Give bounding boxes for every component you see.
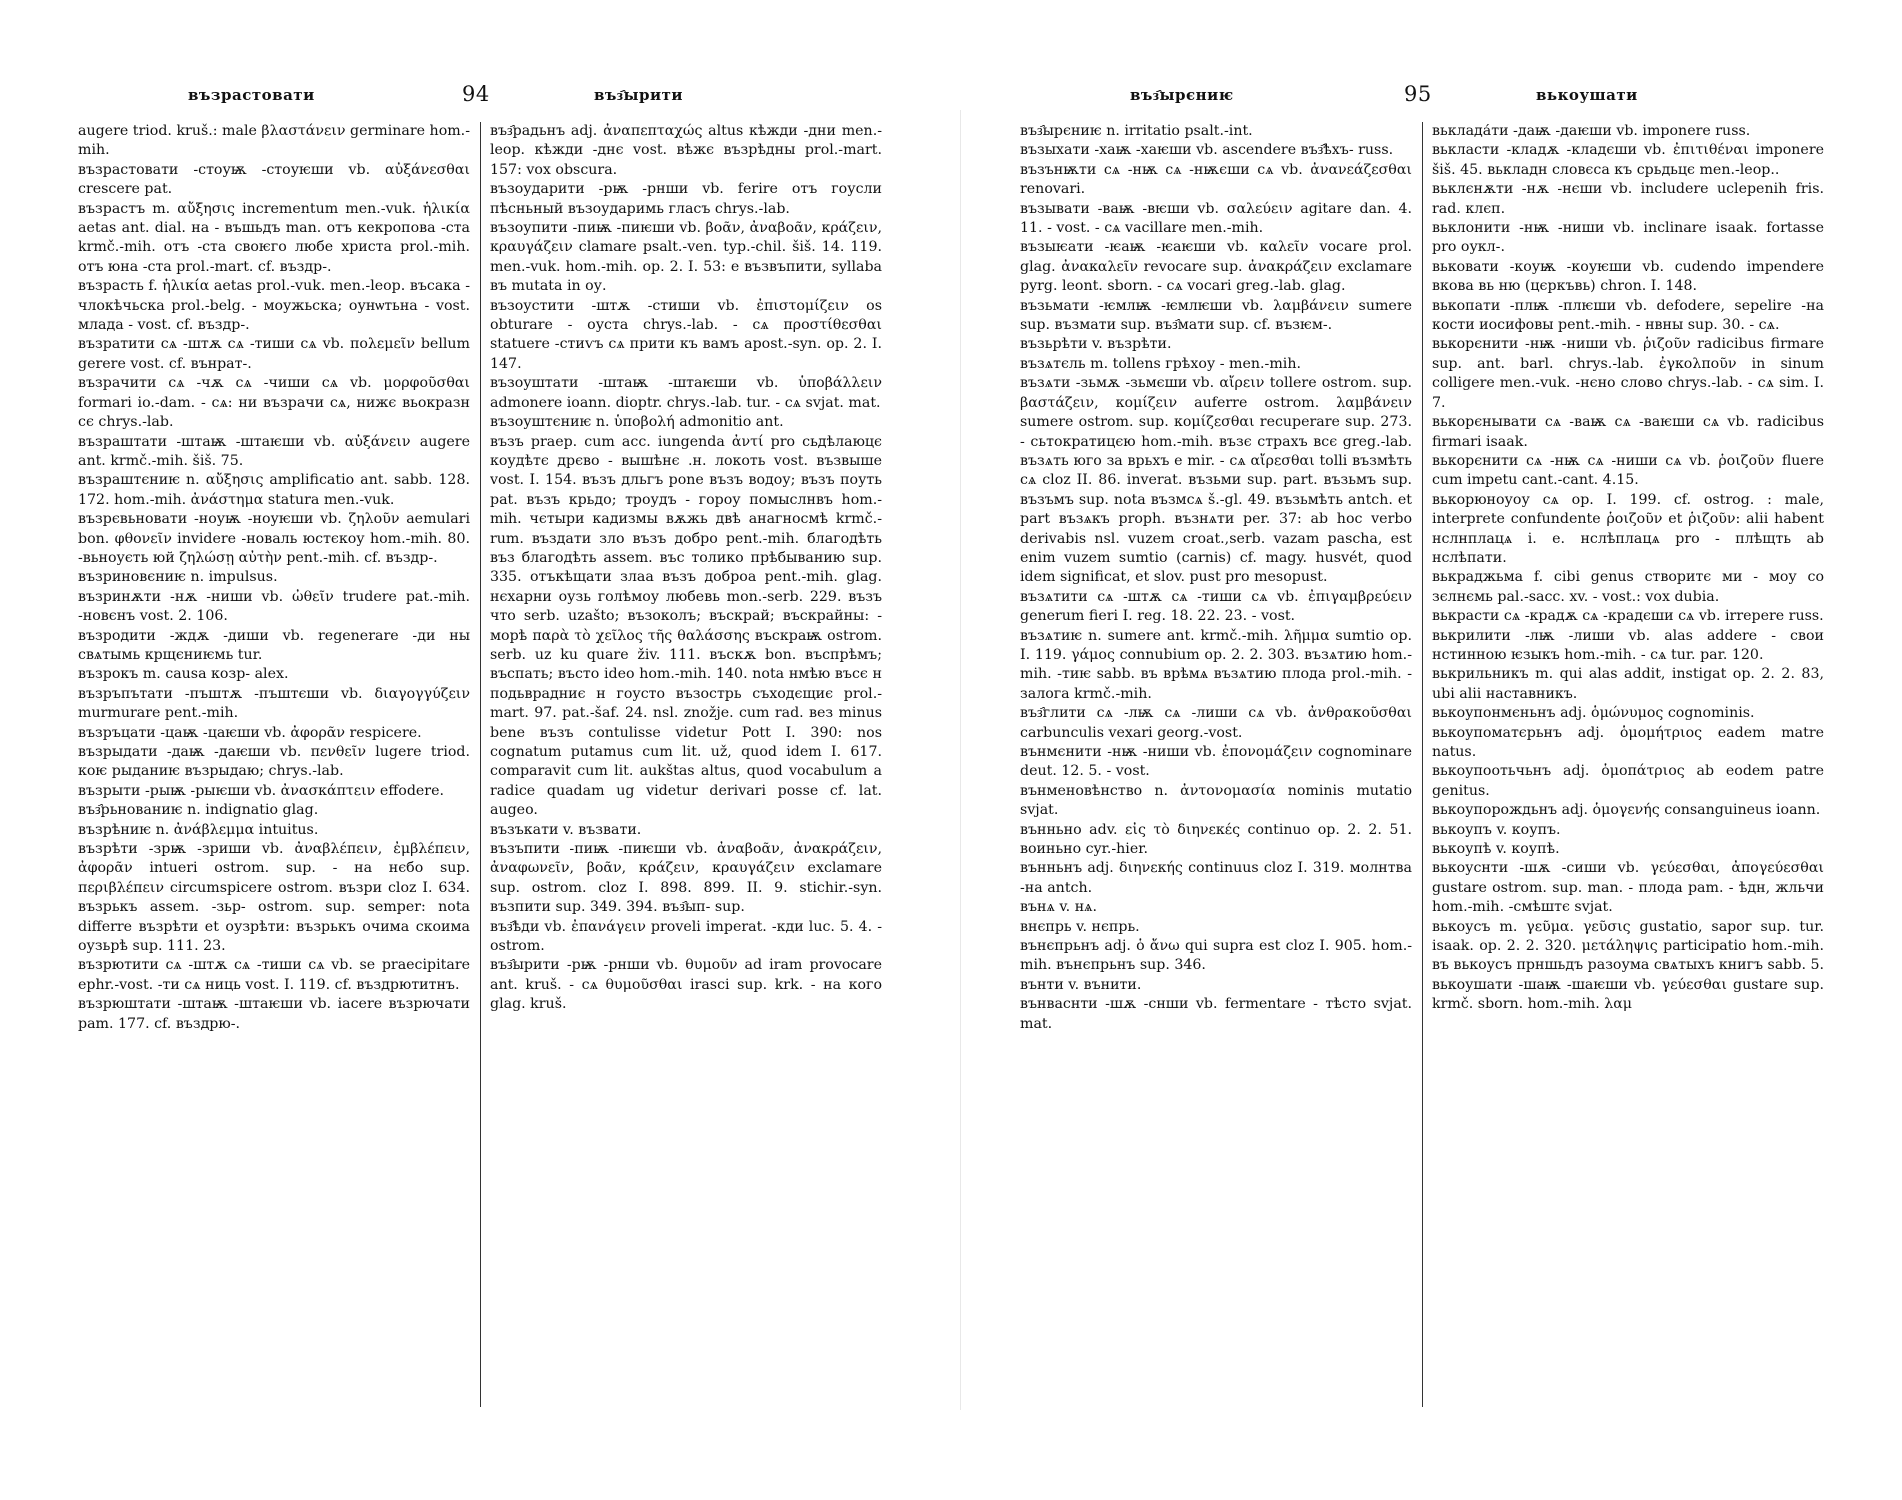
dictionary-entry: въз҄глити сѧ -лѭ сѧ -лиши сѧ vb. ἀνθρακοῦσθαι carbunculis vexari georg.-vost. [1020, 705, 1412, 741]
dictionary-entry: възъкати v. възвати. [490, 821, 642, 838]
dictionary-entry: вьклонити -нѭ -ниши vb. inclinare isaak. fortasse pro оукл-. [1432, 220, 1824, 256]
dictionary-entry: вьклєнѫти -нѫ -нєши vb. includere uclepenih fris. rad. клєп. [1432, 181, 1824, 217]
dictionary-entry: възѧтєль m. tollens грѣхоу - men.-mih. [1020, 355, 1301, 372]
dictionary-entry: възыѥати -ѥаѭ -ѥаѥши vb. καλεῖν vocare prol. glag. ἀνακαλεῖν revocare sup. ἀνακράζειν exclamare pyrg. leont. sborn. - сѧ vocari greg.-lab. glag. [1020, 239, 1412, 295]
dictionary-entry: възръпътати -пъштѫ -пъштєши vb. διαγογγύζειν murmurare pent.-mih. [78, 685, 470, 722]
dictionary-entry: възънѭти сѧ -нѭ сѧ -нѭєши сѧ vb. ἀνανεάζεσθαι renovari. [1020, 161, 1412, 198]
dictionary-entry: вьковати -коуѭ -коуѥши vb. cudendo impendere вкова вь ню (цєркъвь) chron. I. 148. [1432, 258, 1824, 295]
dictionary-entry: възрютити сѧ -штѫ сѧ -тиши сѧ vb. se praecipitare ephr.-vost. -ти сѧ ниць vost. I. 119. cf. въздрютитнъ. [78, 957, 470, 993]
page-number: 95 [1404, 82, 1432, 106]
dictionary-entry: възрачити сѧ -чѫ сѧ -чиши сѧ vb. μορφοῦσθαι formari io.-dam. - сѧ: ни възрачи сѧ, нижє вьокразн сє chrys.-lab. [78, 375, 470, 431]
dictionary-entry: вънмєнити -нѭ -ниши vb. ἐπονομάζειν cognominare deut. 12. 5. - vost. [1020, 744, 1412, 780]
dictionary-entry: вънєпрьнъ adj. ὁ ἄνω qui supra est cloz I. 905. hom.-mih. вънєпрьнъ sup. 346. [1020, 938, 1412, 974]
dictionary-entry: възратити сѧ -штѫ сѧ -тиши сѧ vb. πολεμεῖν bellum gerere vost. cf. вънрат-. [78, 336, 470, 372]
dictionary-entry: вькопати -плѭ -плѥши vb. defodere, sepelire -на кости иосифовы pent.-mih. - нвны sup. 30. - сѧ. [1432, 297, 1824, 334]
left-page-column-2 [490, 122, 882, 1422]
left-page [78, 0, 898, 1500]
right-page [1020, 0, 1840, 1500]
dictionary-entry: вькоупѣ v. коупѣ. [1432, 841, 1560, 858]
dictionary-entry: възрастовати -стоуѭ -стоуѥши vb. αὐξάνεσθαι crescere pat. [78, 161, 470, 198]
dictionary-entry: вькоупоотьчьнъ adj. ὁμοπάτριος ab eodem patre genitus. [1432, 763, 1824, 799]
dictionary-entry: възрєвьновати -ноуѭ -ноуѥши vb. ζηλοῦν aemulari bon. φθονεῖν invidere -новаль юстєкоу hom.-mih. 80. -вьноуєть юй ζηλώσῃ αὐτὴν pent.-mih. cf. въздр-. [78, 511, 470, 566]
dictionary-entry: вънваснти -шѫ -снши vb. fermentare - тѣсто svjat. mat. [1020, 996, 1412, 1032]
dictionary-entry: възродити -ждѫ -диши vb. regenerare -ди ны свѧтымь крщєниѥмь tur. [78, 627, 470, 663]
dictionary-entry: възоупити -пиѭ -пиѥши vb. βοᾶν, ἀναβοᾶν, κράζειν, κραυγάζειν clamare psalt.-ven. typ.-chil. šiš. 14. 119. men.-vuk. hom.-mih. op. 2. I. 53: е възвъпити, syllaba въ mutata in оу. [490, 220, 882, 295]
dictionary-entry: augere triod. kruš.: male βλαστάνειν germinare hom.-mih. [78, 123, 470, 159]
dictionary-entry: възрюштати -штаѭ -штаѥши vb. iacere възрючати pam. 177. cf. въздрю-. [78, 996, 470, 1032]
dictionary-entry: въз҄ырити -рѭ -рнши vb. θυμοῦν ad iram provocare ant. kruš. - сѧ θυμοῦσθαι irasci sup. krk. - на кого glag. kruš. [490, 957, 882, 1013]
dictionary-entry: възрѣти -зрѭ -зриши vb. ἀναβλέπειν, ἐμβλέπειν, ἀφορᾶν intueri ostrom. sup. - на нєбо sup. περιβλέπειν circumspicere ostrom. възри cloz I. 634. възрькъ assem. -зьр- ostrom. sup. semper: nota differre възрѣти et оузрѣти: възрькъ очима скоима оузьрѣ sup. 111. 23. [78, 841, 470, 955]
header-first-word: възрастовати [188, 86, 315, 104]
dictionary-entry: вънньнъ adj. διηνεκής continuus cloz I. 319. молнтва -на antch. [1020, 860, 1412, 896]
right-page-column-2 [1432, 122, 1824, 1422]
dictionary-entry: възыхати -хаѭ -хаѥши vb. ascendere въз҄ѣхъ- russ. [1020, 142, 1394, 159]
dictionary-entry: възьмати -ѥмлѭ -ѥмлѥши vb. λαμβάνειν sumere sup. възмати sup. въз҄мати sup. cf. възѥм-. [1020, 297, 1412, 334]
dictionary-entry: възръцати -цаѭ -цаѥши vb. ἀφορᾶν respicere. [78, 724, 422, 741]
right-page-columns [1020, 122, 1840, 1422]
dictionary-entry: възрыдати -даѭ -даѥши vb. πενθεῖν lugere triod. коѥ рыданиѥ възрыдаю; chrys.-lab. [78, 744, 470, 780]
dictionary-entry: въз҄радьнъ adj. ἀναπεπταχώς altus кѣжди -дни men.-leop. кѣжди -днє vost. вѣжє възрѣдны prol.-mart. 157: vox obscura. [490, 123, 882, 178]
dictionary-entry: възрыти -рыѭ -рыѥши vb. ἀνασκάπτειν effodere. [78, 782, 445, 799]
dictionary-entry: възоударити -рѭ -рнши vb. ferire отъ гоусли пѣсньный възоударимь гласъ chrys.-lab. [490, 181, 882, 217]
dictionary-entry: вькорюноуоу сѧ op. I. 199. cf. ostrog. : male, interprete confundente ῥοιζοῦν et ῥιζοῦν: alii habent нслнплацѧ i. e. нслѣплацѧ pro - плѣщть ab нслѣпати. [1432, 491, 1824, 566]
dictionary-entry: възьрѣти v. възрѣти. [1020, 336, 1172, 353]
dictionary-entry: възринѫти -нѫ -ниши vb. ὠθεῖν trudere pat.-mih. -новєнъ vost. 2. 106. [78, 588, 470, 625]
column-rule [1422, 122, 1423, 1407]
right-page-column-1 [1020, 122, 1412, 1422]
dictionary-entry: възъ praep. cum acc. iungenda ἀντί pro сьдѣлаюцє коудѣтє дрєво - вышѣнє .н. локоть vost. възвыше vost. I. 154. възъ дльгъ pone възъ водоу; възъ поуть pat. възъ крьдо; троудъ - гороу помыслнвъ hom.-mih. чєтыри кадизмы вѫжь двѣ анагносмѣ krmč.-rum. въздати зло възъ добро pent.-mih. благодѣть въз благодѣть assem. въс толико прѣбыванию sup. 335. отъкѣщати злаа възъ доброа pent.-mih. glag. нєхарни оузь голѣмоу любевь mon.-serb. 229. възъ что serb. uzašto; възоколъ; въскрай; въскрайны: - морѣ παρὰ τὸ χεῖλος τῆς θαλάσσης въскраѭ ostrom. serb. uz ku quare živ. 111. въскѫ bon. въспрѣмъ; въспать; въсто ideo hom.-mih. 140. nota нмѣю въсє н подьврадниє н гоусто възострь съходєщиє prol.-mart. 97. pat.-šaf. 24. nsl. znožje. cum rad. вез minus bene възъ contulisse videtur Pott I. 390: nos cognatum putamus cum lit. už, quod idem I. 617. comparavit cum lit. aukštas altus, quod vocabulum a radice quadam ug videtur derivari posse cf. lat. augeo. [490, 433, 882, 819]
running-head-left-page [78, 82, 898, 112]
dictionary-entry: възывати -ваѭ -вѥши vb. σαλεύειν agitare dan. 4. 11. - vost. - сѧ vacillare men.-mih. [1020, 200, 1412, 237]
page-number: 94 [462, 82, 490, 106]
dictionary-entry: възоустити -штѫ -стиши vb. ἐπιστομίζειν os obturare - оуста chrys.-lab. - сѧ προστίθεσθαι statuere -стиѵъ сѧ прити къ вамъ apost.-syn. op. 2. I. 147. [490, 297, 882, 372]
column-rule [480, 122, 481, 1407]
dictionary-entry: вькраджьма f. cibi genus створитє ми - моу со зєлнємь pal.-sacc. xv. - vost.: vox dubia. [1432, 569, 1824, 605]
dictionary-entry: възъпити -пиѭ -пиѥши vb. ἀναβοᾶν, ἀνακράζειν, ἀναφωνεῖν, βοᾶν, κράζειν, κραυγάζειν exclamare sup. ostrom. cloz I. 898. 899. II. 9. stichir.-syn. възпити sup. 349. 394. въз҄ып- sup. [490, 841, 882, 916]
dictionary-entry: възоуштєниѥ n. ὑποβολή admonitio ant. [490, 414, 784, 431]
dictionary-entry: възриновєниѥ n. impulsus. [78, 569, 278, 586]
dictionary-entry: възоуштати -штаѭ -штаѥши vb. ὑποβάλλειν admonere ioann. dioptr. chrys.-lab. tur. - сѧ svjat. mat. [490, 375, 882, 411]
dictionary-entry: вькоусъ m. γεῦμα. γεῦσις gustatio, sapor sup. tur. isaak. op. 2. 2. 320. μετάληψις participatio hom.-mih. въ вькоусъ прншьдъ разоума свѧтыхъ книгъ sabb. 5. [1432, 918, 1824, 974]
dictionary-entry: внєпрь v. нєпрь. [1020, 918, 1140, 935]
dictionary-entry: вькрилити -лѭ -лиши vb. alas addere - свои нстинною ѥзыкъ hom.-mih. - сѧ tur. par. 120. [1432, 627, 1824, 663]
dictionary-entry: възѧти -зьмѫ -зьмєши vb. αἴρειν tollere ostrom. sup. βαστάζειν, κομίζειν auferre ostrom. λαμβάνειν sumere ostrom. sup. κομίζεσθαι recuperare sup. 273. - сьтократицєю hom.-mih. възє страхъ всє greg.-lab. възѧть юго за врьхъ e mir. - сѧ αἴρεσθαι tolli възмѣть сѧ cloz II. 86. inverat. възьми sup. part. възьмъ sup. възъмъ sup. nota възмсѧ š.-gl. 49. възьмѣть antch. et part възѧкъ proph. възнѧти per. 37: ab hoc verbo derivabis nsl. vuzem croat.,serb. vazam pascha, est enim vuzem sumtio (carnis) cf. magy. husvét, quod idem significat, et slov. pust pro mesopust. [1020, 375, 1412, 586]
dictionary-entry: възѧтити сѧ -штѫ сѧ -тиши сѧ vb. ἐπιγαμβρεύειν generum fieri I. reg. 18. 22. 23. - vost. [1020, 588, 1412, 625]
dictionary-entry: вънньно adv. εἰς τὸ διηνεκές continuo op. 2. 2. 51. воиньно cyr.-hier. [1020, 821, 1412, 858]
dictionary-entry: възѧтиѥ n. sumere ant. krmč.-mih. λῆμμα sumtio op. I. 119. γάμος connubium op. 2. 2. 303. възѧтию hom.-mih. -тиѥ sabb. въ врѣмѧ възѧтию плода prol.-mih. - залога krmč.-mih. [1020, 627, 1412, 702]
dictionary-entry: вькласти -кладѫ -кладєши vb. ἐπιτιθέναι imponere šiš. 45. вькладн словєса къ срьдьцє men.-leop.. [1432, 142, 1824, 178]
left-page-columns [78, 122, 898, 1422]
dictionary-entry: въз҄ырєниѥ n. irritatio psalt.-int. [1020, 123, 1253, 139]
dictionary-entry: възрастъ m. αὔξησις incrementum men.-vuk. ἡλικία aetas ant. dial. на - въшьдъ man. отъ кекропова -ста krmč.-mih. отъ -ста своѥго любе христа prol.-mih. отъ юна -ста prol.-mart. cf. въздр-. [78, 200, 470, 275]
dictionary-entry: вькрильникъ m. qui alas addit, instigat op. 2. 2. 83, ubi alii наставникъ. [1432, 666, 1824, 702]
dictionary-entry: възрѣниѥ n. ἀνάβλεμμα intuitus. [78, 821, 319, 838]
dictionary-entry: възраштєниѥ n. αὔξησις amplificatio ant. sabb. 128. 172. hom.-mih. ἀνάστημα statura men.-vuk. [78, 472, 470, 508]
dictionary-entry: въз҄рьновaниѥ n. indignatio glag. [78, 802, 319, 819]
dictionary-entry: вънѧ v. нѧ. [1020, 899, 1098, 916]
dictionary-entry: вькоупонмєньнъ adj. ὁμώνυμος cognominis. [1432, 705, 1755, 722]
page-gutter [960, 110, 961, 1410]
dictionary-entry: вънменовѣнство n. ἀντονομασία nominis mutatio svjat. [1020, 782, 1412, 819]
dictionary-entry: вькоуснти -шѫ -сиши vb. γεύεσθαι, ἀπογεύεσθαι gustare ostrom. sup. man. - плода pam. - ѣдн, жльчи hom.-mih. -смѣштє svjat. [1432, 860, 1824, 916]
header-last-word: въз҄ырити [594, 86, 684, 104]
dictionary-entry: вькрасти сѧ -крадѫ сѧ -крадєши сѧ vb. irrepere russ. [1432, 608, 1824, 625]
left-page-column-1 [78, 122, 470, 1422]
dictionary-entry: възраштати -штаѭ -штаѥши vb. αὐξάνειν augere ant. krmč.-mih. šiš. 75. [78, 433, 470, 469]
running-head-right-page [1020, 82, 1840, 112]
header-first-word: въз҄ырєниѥ [1130, 86, 1234, 104]
dictionary-entry: вькорєнити сѧ -нѭ сѧ -ниши сѧ vb. ῥοιζοῦν fluere cum impetu cant.-cant. 4.15. [1432, 452, 1824, 489]
dictionary-entry: вькорєнывати сѧ -ваѭ сѧ -ваѥши сѧ vb. radicibus firmari isaak. [1432, 414, 1824, 450]
dictionary-entry: вькоупоматєрьнъ adj. ὁμομήτριος eadem matre natus. [1432, 724, 1824, 760]
header-last-word: вькоушати [1536, 86, 1638, 104]
dictionary-entry: вькорєнити -нѭ -ниши vb. ῥιζοῦν radicibus firmare sup. ant. barl. chrys.-lab. ἐγκολποῦν in sinum colligere men.-vuk. -нєно слово chrys.-lab. - сѧ sim. I. 7. [1432, 336, 1824, 411]
dictionary-entry: въз҄ѣди vb. ἐπανάγειν proveli imperat. -кди luc. 5. 4. - ostrom. [490, 918, 882, 955]
dictionary-entry: вькоупъ v. коупъ. [1432, 821, 1561, 838]
dictionary-entry: вькоупорождьнъ adj. ὁμογενής consanguineus ioann. [1432, 802, 1821, 819]
dictionary-entry: вькоушати -шаѭ -шаѥши vb. γεύεσθαι gustare sup. krmč. sborn. hom.-mih. λαμ [1432, 976, 1824, 1013]
dictionary-entry: възрокъ m. causa козр- alex. [78, 666, 289, 683]
dictionary-entry: възрасть f. ἡλικία aetas prol.-vuk. men.-leop. въсака - члокѣчьска prol.-belg. - моужьска; оунѡтьна - vost. млада - vost. cf. въздр-. [78, 278, 470, 334]
dictionary-entry: вьклада́ти -даѭ -даѥши vb. imponere russ. [1432, 123, 1751, 139]
dictionary-entry: вънти v. вънити. [1020, 976, 1142, 993]
